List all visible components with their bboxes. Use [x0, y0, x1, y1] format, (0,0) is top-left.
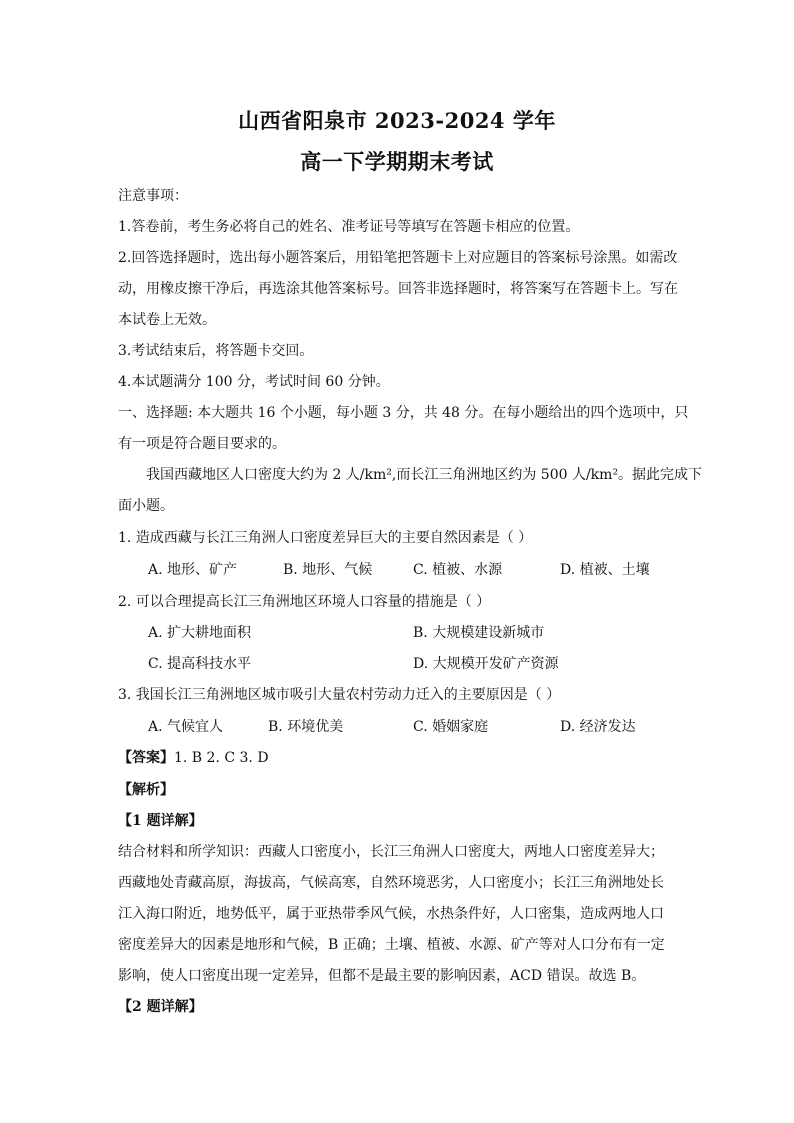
section-heading-line-2: 有一项是符合题目要求的。 — [118, 436, 286, 452]
notice-item-3: 3.考试结束后，将答题卡交回。 — [118, 343, 314, 359]
q1-detail-line-3: 江入海口附近，地势低平，属于亚热带季风气候，水热条件好，人口密集，造成两地人口 — [118, 906, 664, 922]
section-heading-line-1: 一、选择题: 本大题共 16 个小题，每小题 3 分，共 48 分。在每小题给出的四个选项中，只 — [118, 405, 689, 421]
question-3-stem: 3. 我国长江三角洲地区城市吸引大量农村劳动力迁入的主要原因是（ ） — [118, 687, 561, 703]
question-1-option-d: D. 植被、土壤 — [560, 562, 650, 578]
notice-item-1: 1.答卷前，考生务必将自己的姓名、准考证号等填写在答题卡相应的位置。 — [118, 219, 580, 235]
question-3-option-a: A. 气候宜人 — [148, 719, 224, 735]
question-2-option-a: A. 扩大耕地面积 — [148, 625, 252, 641]
q1-detail-line-4: 密度差异大的因素是地形和气候，B 正确；土壤、植被、水源、矿产等对人口分布有一定 — [118, 937, 665, 953]
question-1-stem: 1. 造成西藏与长江三角洲人口密度差异巨大的主要自然因素是（ ） — [118, 530, 533, 546]
question-1-option-c: C. 植被、水源 — [413, 562, 503, 578]
question-2-option-b: B. 大规模建设新城市 — [413, 625, 545, 641]
question-2-option-c: C. 提高科技水平 — [148, 656, 252, 672]
question-3-option-c: C. 婚姻家庭 — [413, 719, 489, 735]
exam-title: 山西省阳泉市 2023-2024 学年 — [238, 108, 556, 133]
q1-detail-line-2: 西藏地处青藏高原，海拔高，气候高寒，自然环境恶劣，人口密度小；长江三角洲地处长 — [118, 875, 664, 891]
notice-item-2-line-1: 2.回答选择题时，选出每小题答案后，用铅笔把答题卡上对应题目的答案标号涂黑。如需改 — [118, 250, 678, 266]
question-2-option-d: D. 大规模开发矿产资源 — [413, 656, 559, 672]
material-line-1: 我国西藏地区人口密度大约为 2 人/km²,而长江三角洲地区约为 500 人/km²。据此完成下 — [146, 467, 703, 483]
question-3-option-b: B. 环境优美 — [268, 719, 344, 735]
analysis-label: 【解析】 — [118, 782, 174, 798]
exam-subtitle: 高一下学期期末考试 — [300, 149, 494, 174]
notice-heading: 注意事项： — [118, 188, 188, 204]
question-3-option-d: D. 经济发达 — [560, 719, 636, 735]
q1-detail-line-5: 影响，使人口密度出现一定差异，但都不是最主要的影响因素，ACD 错误。故选 B。 — [118, 968, 646, 984]
question-1-option-b: B. 地形、气候 — [283, 562, 373, 578]
question-2-stem: 2. 可以合理提高长江三角洲地区环境人口容量的措施是（ ） — [118, 594, 491, 610]
q1-detail-label: 【1 题详解】 — [118, 813, 203, 829]
notice-item-4: 4.本试题满分 100 分，考试时间 60 分钟。 — [118, 374, 390, 390]
material-line-2: 面小题。 — [118, 498, 174, 514]
notice-item-2-line-2: 动，用橡皮擦干净后，再选涂其他答案标号。回答非选择题时，将答案写在答题卡上。写在 — [118, 281, 678, 297]
notice-item-2-line-3: 本试卷上无效。 — [118, 312, 216, 328]
question-1-option-a: A. 地形、矿产 — [148, 562, 238, 578]
answer-row — [118, 748, 678, 768]
answer-label: 【答案】 — [118, 750, 174, 766]
q2-detail-label: 【2 题详解】 — [118, 999, 203, 1015]
q1-detail-line-1: 结合材料和所学知识：西藏人口密度小，长江三角洲人口密度大，两地人口密度差异大； — [118, 844, 664, 860]
answer-values: 1. B 2. C 3. D — [174, 750, 269, 766]
